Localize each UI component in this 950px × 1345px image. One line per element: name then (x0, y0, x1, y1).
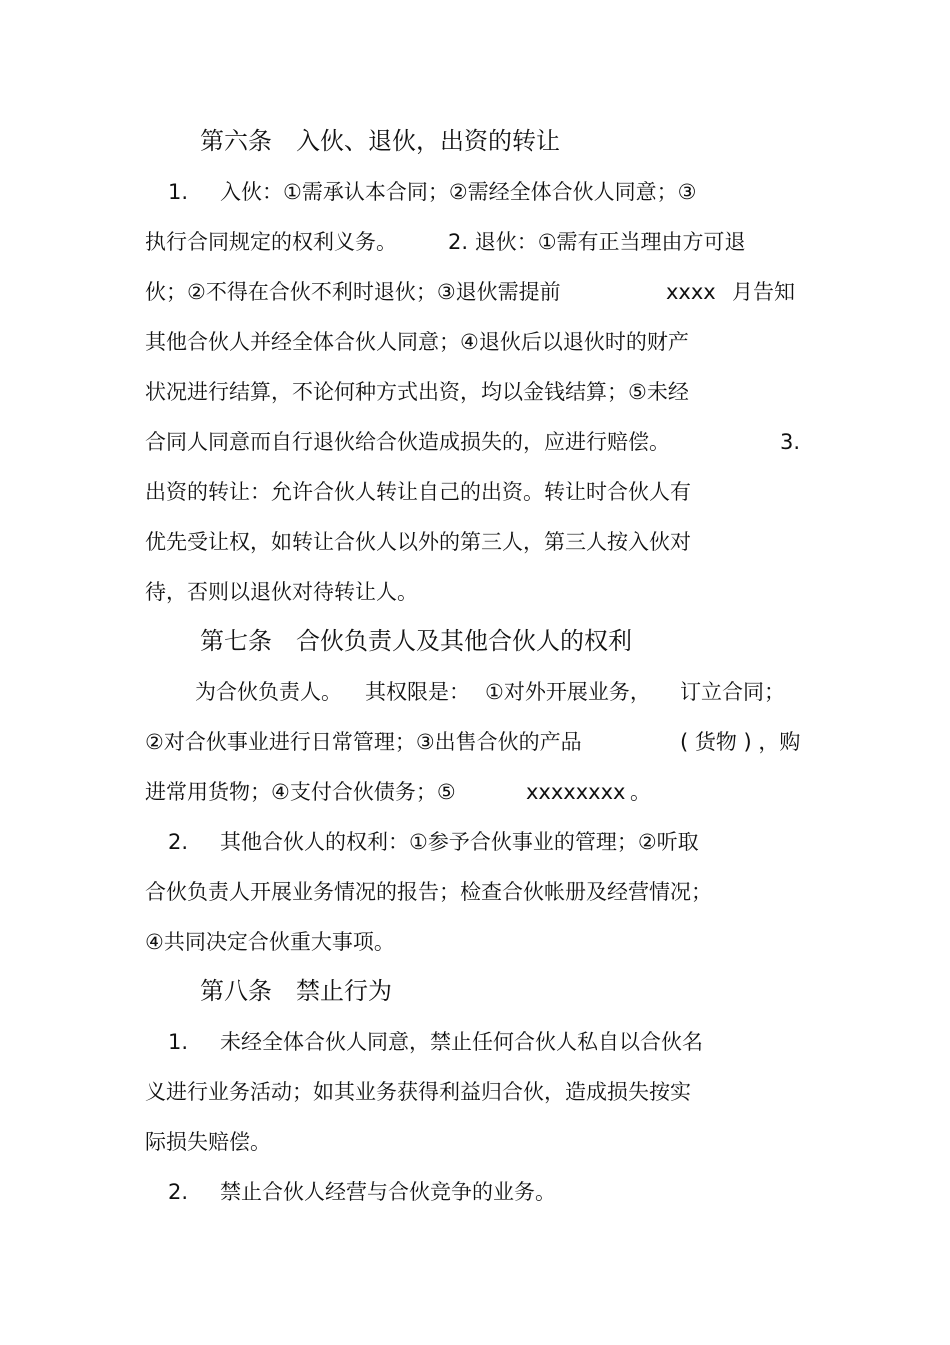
line-text: ②对合伙事业进行日常管理；③出售合伙的产品 (145, 730, 582, 754)
placeholder-text: xxxxxxxx (526, 780, 626, 804)
article-6-line-5 (145, 378, 689, 406)
item-number: 2. (168, 1180, 189, 1204)
line-text: 其权限是： (365, 680, 470, 704)
line-text: 未经全体合伙人同意，禁止任何合伙人私自以合伙名 (220, 1030, 703, 1054)
line-text: 出资的转让：允许合伙人转让自己的出资。转让时合伙人有 (145, 480, 691, 504)
item-number: 3. (780, 430, 801, 454)
article-7-line-5 (145, 878, 712, 906)
article-6-line-8 (145, 528, 691, 556)
article-8-heading (200, 976, 392, 1006)
line-text: 优先受让权，如转让合伙人以外的第三人，第三人按入伙对 (145, 530, 691, 554)
line-text: 伙；②不得在合伙不利时退伙；③退伙需提前 (145, 280, 561, 304)
line-text: 进常用货物；④支付合伙债务；⑤ (145, 780, 456, 804)
article-7-line-6 (145, 928, 395, 956)
article-6-line-4 (145, 328, 689, 356)
line-text: 月告知 (732, 280, 795, 304)
line-text: ( 货物 ) ，购 (680, 730, 801, 754)
line-text: 。 (630, 780, 651, 804)
article-8-line-2 (145, 1078, 691, 1106)
line-text: 入伙：①需承认本合同；②需经全体合伙人同意；③ (220, 180, 697, 204)
line-text: 为合伙负责人。 (195, 680, 342, 704)
article-6-line-9 (145, 578, 418, 606)
line-text: 状况进行结算，不论何种方式出资，均以金钱结算；⑤未经 (145, 380, 689, 404)
line-text: 合同人同意而自行退伙给合伙造成损失的，应进行赔偿。 (145, 430, 670, 454)
line-text: 义进行业务活动；如其业务获得利益归合伙，造成损失按实 (145, 1080, 691, 1104)
article-8-line-3 (145, 1128, 271, 1156)
article-7-heading (200, 626, 632, 656)
article-6-heading (200, 126, 560, 156)
article-6-line-7 (145, 478, 691, 506)
line-text: 2. 退伙：①需有正当理由方可退 (448, 230, 746, 254)
line-text: ④共同决定合伙重大事项。 (145, 930, 395, 954)
heading-text: 第七条 合伙负责人及其他合伙人的权利 (200, 627, 632, 655)
line-text: 际损失赔偿。 (145, 1130, 271, 1154)
heading-text: 第八条 禁止行为 (200, 977, 392, 1005)
line-text: ①对外开展业务， (485, 680, 651, 704)
line-text: 待，否则以退伙对待转让人。 (145, 580, 418, 604)
line-text: 合伙负责人开展业务情况的报告；检查合伙帐册及经营情况； (145, 880, 712, 904)
item-number: 1. (168, 1030, 189, 1054)
line-text: 禁止合伙人经营与合伙竞争的业务。 (220, 1180, 556, 1204)
line-text: 其他合伙人的权利：①参予合伙事业的管理；②听取 (220, 830, 699, 854)
item-number: 2. (168, 830, 189, 854)
line-text: 订立合同； (680, 680, 785, 704)
placeholder-text: xxxx (666, 280, 716, 304)
heading-text: 第六条 入伙、退伙，出资的转让 (200, 127, 560, 155)
line-text: 执行合同规定的权利义务。 (145, 230, 397, 254)
line-text: 其他合伙人并经全体合伙人同意；④退伙后以退伙时的财产 (145, 330, 689, 354)
item-number: 1. (168, 180, 189, 204)
